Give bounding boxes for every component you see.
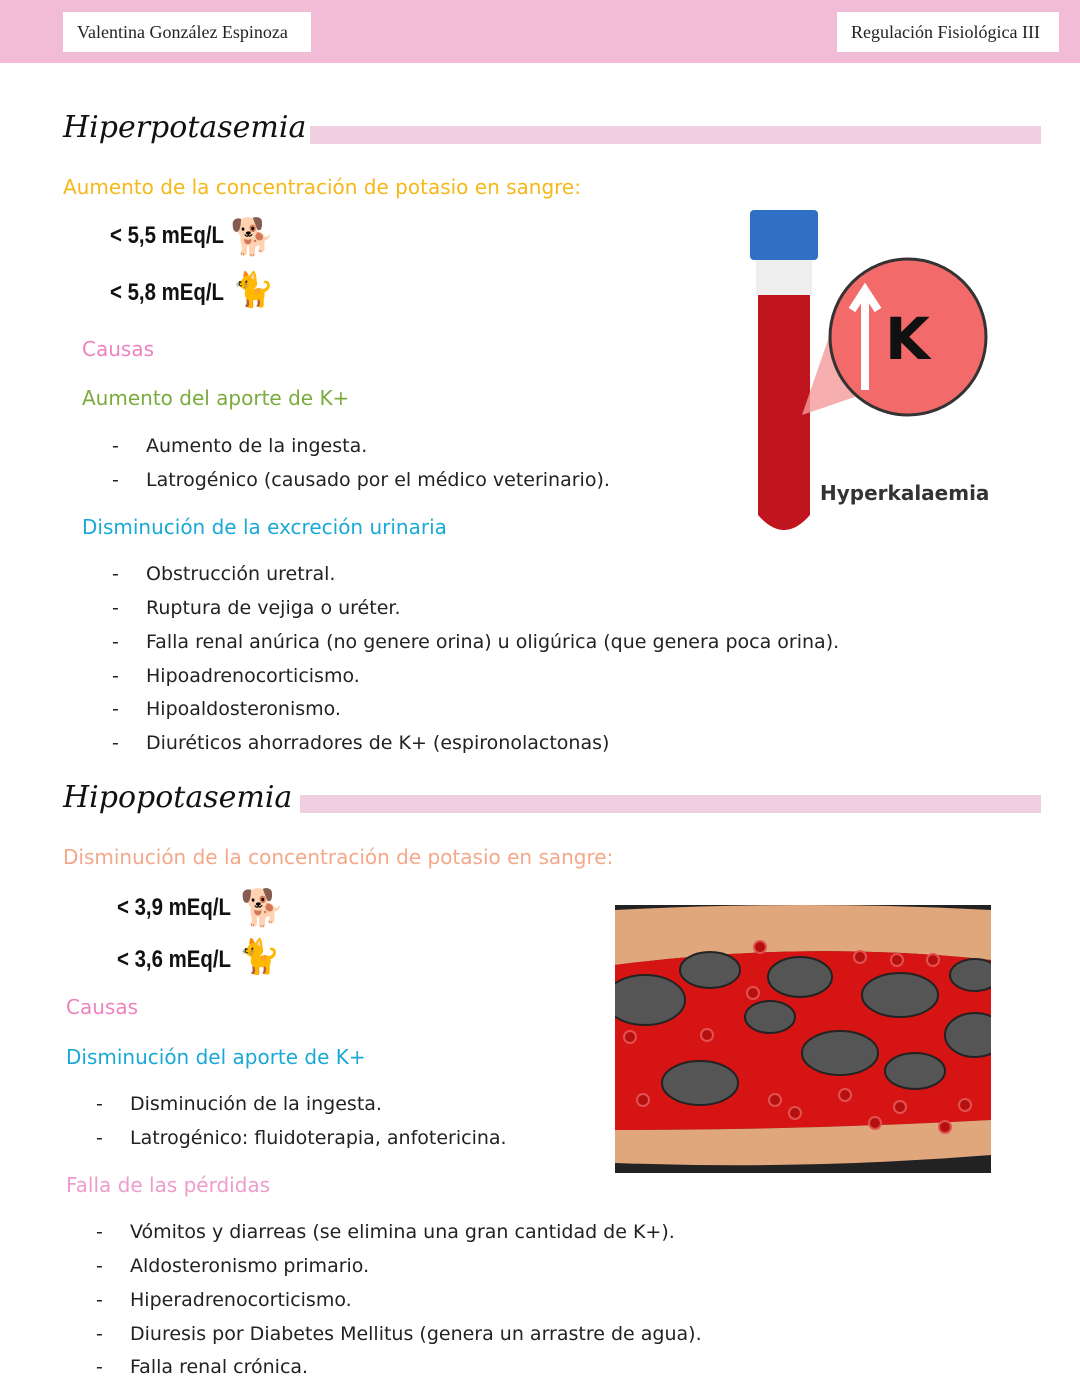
- hyperkalaemia-illustration: [740, 205, 1000, 540]
- group-title: Aumento del aporte de K+: [82, 386, 350, 410]
- dog-icon: 🐕: [240, 888, 285, 929]
- blood-vessel-illustration: [615, 905, 991, 1173]
- cat-value: < 3,6 mEq/L: [117, 946, 231, 973]
- cat-icon: 🐈: [238, 937, 281, 977]
- list-item: - Obstrucción uretral.: [112, 563, 336, 585]
- list-item: - Diuréticos ahorradores de K+ (espironolactonas): [112, 732, 610, 754]
- list-item: - Latrogénico (causado por el médico veterinario).: [112, 469, 610, 491]
- list-item: - Hipoaldosteronismo.: [112, 698, 341, 720]
- list-item: - Aldosteronismo primario.: [96, 1255, 370, 1277]
- causes-label: Causas: [66, 995, 138, 1019]
- hyper-definition: Aumento de la concentración de potasio en sangre:: [63, 175, 581, 199]
- list-item: - Hiperadrenocorticismo.: [96, 1289, 352, 1311]
- title-divider: [300, 795, 1041, 813]
- group-title: Disminución del aporte de K+: [66, 1045, 366, 1069]
- section-title-hyper: Hiperpotasemia: [63, 110, 307, 145]
- list-item: - Vómitos y diarreas (se elimina una gran cantidad de K+).: [96, 1221, 675, 1243]
- page-header: [0, 0, 1080, 63]
- course-name: Regulación Fisiológica III: [837, 12, 1059, 52]
- list-item: - Hipoadrenocorticismo.: [112, 665, 360, 687]
- title-divider: [310, 126, 1041, 144]
- hypo-definition: Disminución de la concentración de potasio en sangre:: [63, 845, 614, 869]
- author-name: Valentina González Espinoza: [63, 12, 311, 52]
- blood-vessel-icon: [615, 905, 991, 1173]
- cat-value: < 5,8 mEq/L: [110, 279, 224, 306]
- list-item: - Falla renal crónica.: [96, 1356, 309, 1378]
- cat-icon: 🐈: [232, 270, 275, 310]
- image-caption: Hyperkalaemia: [820, 481, 990, 505]
- list-item: - Latrogénico: fluidoterapia, anfotericina.: [96, 1127, 507, 1149]
- potassium-symbol: K: [885, 305, 930, 373]
- list-item: - Ruptura de vejiga o uréter.: [112, 597, 401, 619]
- group-title: Disminución de la excreción urinaria: [82, 515, 447, 539]
- causes-label: Causas: [82, 337, 154, 361]
- dog-value: < 5,5 mEq/L: [110, 222, 224, 249]
- dog-icon: 🐕: [230, 217, 275, 258]
- list-item: - Disminución de la ingesta.: [96, 1093, 382, 1115]
- section-title-hypo: Hipopotasemia: [63, 780, 293, 815]
- dog-value: < 3,9 mEq/L: [117, 894, 231, 921]
- list-item: - Falla renal anúrica (no genere orina) u oligúrica (que genera poca orina).: [112, 631, 840, 653]
- group-title: Falla de las pérdidas: [66, 1173, 271, 1197]
- list-item: - Aumento de la ingesta.: [112, 435, 368, 457]
- list-item: - Diuresis por Diabetes Mellitus (genera un arrastre de agua).: [96, 1323, 702, 1345]
